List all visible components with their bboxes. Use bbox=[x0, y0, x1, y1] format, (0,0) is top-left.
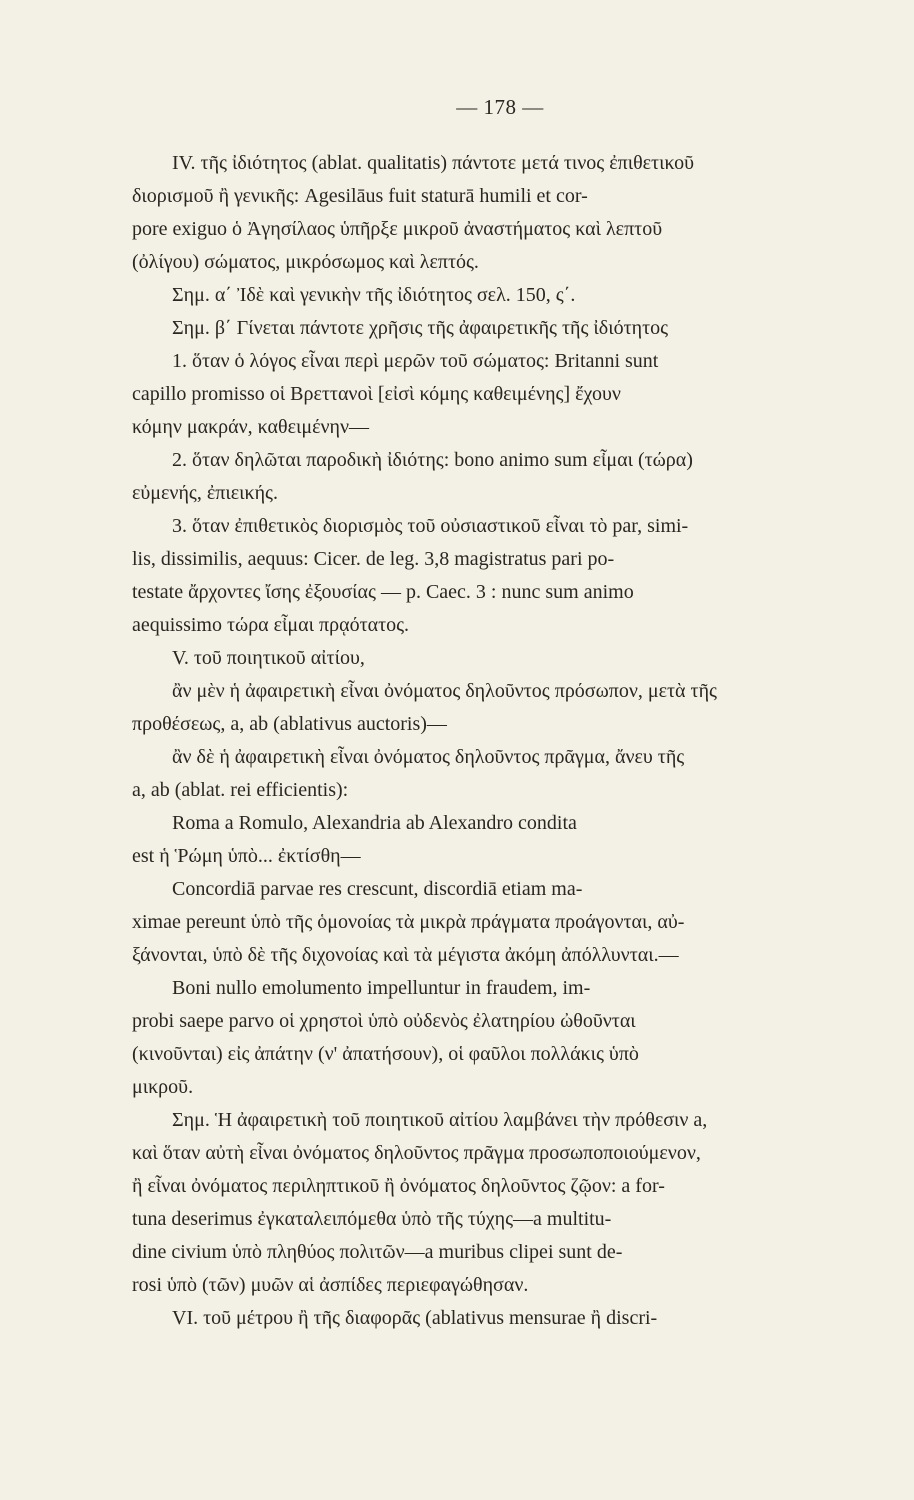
text-line: ἂν δὲ ἡ ἀφαιρετικὴ εἶναι ὀνόματος δηλοῦντος πρᾶγμα, ἄνευ τῆς bbox=[172, 746, 685, 768]
text-line: a, ab (ablat. rei efficientis): bbox=[132, 779, 349, 801]
text-line: V. τοῦ ποιητικοῦ αἰτίου, bbox=[172, 647, 365, 669]
text-line: 3. ὅταν ἐπιθετικὸς διορισμὸς τοῦ οὐσιαστικοῦ εἶναι τὸ par, simi- bbox=[172, 515, 689, 537]
text-line: est ἡ Ῥώμη ὑπὸ... ἐκτίσθη— bbox=[132, 845, 361, 867]
text-line: προθέσεως, a, ab (ablativus auctoris)— bbox=[132, 713, 447, 735]
text-line: capillo promisso οἱ Βρεττανοὶ [εἰσὶ κόμης καθειμένης] ἔχουν bbox=[132, 383, 621, 405]
text-line: Concordiā parvae res crescunt, discordiā etiam ma- bbox=[172, 878, 583, 900]
text-line: ximae pereunt ὑπὸ τῆς ὁμονοίας τὰ μικρὰ πράγματα προάγονται, αὐ- bbox=[132, 911, 685, 933]
text-line: tuna deserimus ἐγκαταλειπόμεθα ὑπὸ τῆς τύχης—a multitu- bbox=[132, 1208, 612, 1230]
text-line: καὶ ὅταν αὐτὴ εἶναι ὀνόματος δηλοῦντος πρᾶγμα προσωποποιούμενον, bbox=[132, 1142, 701, 1164]
text-line: κόμην μακράν, καθειμένην— bbox=[132, 416, 370, 438]
text-line: lis, dissimilis, aequus: Cicer. de leg. 3,8 magistratus pari po- bbox=[132, 548, 615, 570]
text-line: μικροῦ. bbox=[132, 1076, 194, 1098]
text-line: IV. τῆς ἰδιότητος (ablat. qualitatis) πάντοτε μετά τινος ἐπιθετικοῦ bbox=[172, 152, 695, 174]
text-line: ἢ εἶναι ὀνόματος περιληπτικοῦ ἢ ὀνόματος δηλοῦντος ζῷον: a for- bbox=[132, 1175, 665, 1197]
text-line: (ὀλίγου) σώματος, μικρόσωμος καὶ λεπτός. bbox=[132, 251, 479, 273]
text-line: Roma a Romulo, Alexandria ab Alexandro condita bbox=[172, 812, 577, 834]
text-line: 1. ὅταν ὁ λόγος εἶναι περὶ μερῶν τοῦ σώματος: Britanni sunt bbox=[172, 350, 659, 372]
text-line: ἂν μὲν ἡ ἀφαιρετικὴ εἶναι ὀνόματος δηλοῦντος πρόσωπον, μετὰ τῆς bbox=[172, 680, 717, 702]
text-line: pore exiguo ὁ Ἀγησίλαος ὑπῆρξε μικροῦ ἀναστήματος καὶ λεπτοῦ bbox=[132, 218, 663, 240]
text-line: dine civium ὑπὸ πληθύος πολιτῶν—a muribus clipei sunt de- bbox=[132, 1241, 623, 1263]
text-line: rosi ὑπὸ (τῶν) μυῶν αἱ ἀσπίδες περιεφαγώθησαν. bbox=[132, 1274, 529, 1296]
text-line: VI. τοῦ μέτρου ἢ τῆς διαφορᾶς (ablativus mensurae ἢ discri- bbox=[172, 1307, 658, 1329]
text-line: ξάνονται, ὑπὸ δὲ τῆς διχονοίας καὶ τὰ μέγιστα ἀκόμη ἀπόλλυνται.— bbox=[132, 944, 679, 966]
text-line: διορισμοῦ ἢ γενικῆς: Agesilāus fuit staturā humili et cor- bbox=[132, 185, 588, 207]
page-number: — 178 — bbox=[456, 95, 544, 119]
text-line: probi saepe parvo οἱ χρηστοὶ ὑπὸ οὐδενὸς ἐλατηρίου ὠθοῦνται bbox=[132, 1010, 636, 1032]
text-line: (κινοῦνται) εἰς ἀπάτην (ν' ἀπατήσουν), οἱ φαῦλοι πολλάκις ὑπὸ bbox=[132, 1043, 639, 1065]
text-line: Σημ. Ἡ ἀφαιρετικὴ τοῦ ποιητικοῦ αἰτίου λαμβάνει τὴν πρόθεσιν a, bbox=[172, 1109, 708, 1131]
body-text bbox=[132, 147, 912, 1335]
text-line: Σημ. β΄ Γίνεται πάντοτε χρῆσις τῆς ἀφαιρετικῆς τῆς ἰδιότητος bbox=[172, 317, 669, 339]
text-line: Boni nullo emolumento impelluntur in fraudem, im- bbox=[172, 977, 591, 999]
text-line: testate ἄρχοντες ἴσης ἐξουσίας — p. Caec. 3 : nunc sum animo bbox=[132, 581, 634, 603]
text-line: aequissimo τώρα εἶμαι πρᾳότατος. bbox=[132, 614, 410, 636]
text-line: 2. ὅταν δηλῶται παροδικὴ ἰδιότης: bono animo sum εἶμαι (τώρα) bbox=[172, 449, 693, 471]
text-line: εὐμενής, ἐπιεικής. bbox=[132, 482, 278, 504]
text-line: Σημ. α΄ Ἰδὲ καὶ γενικὴν τῆς ἰδιότητος σελ. 150, ς΄. bbox=[172, 284, 576, 306]
